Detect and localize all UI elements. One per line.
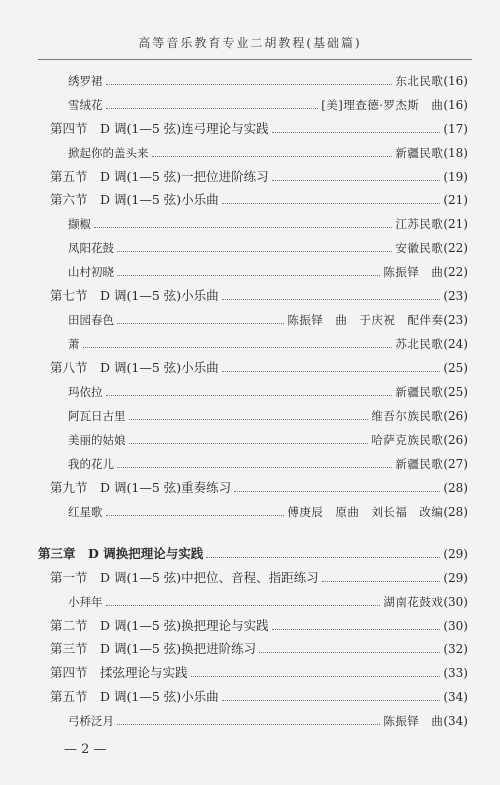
entry-page: (34) xyxy=(443,714,468,728)
toc-section xyxy=(50,192,468,208)
entry-title: 美丽的姑娘 xyxy=(68,433,126,447)
entry-title: 萧 xyxy=(68,337,80,351)
entry-credit: 陈振铎 曲 于庆祝 配伴奏 xyxy=(287,313,444,327)
dot-leader xyxy=(117,317,284,324)
dot-leader xyxy=(117,718,380,725)
toc-piece xyxy=(68,504,468,520)
entry-page: (33) xyxy=(443,666,468,680)
entry-title: 第一节 D 调(1—5 弦)中把位、音程、指距练习 xyxy=(50,570,319,585)
toc-section xyxy=(50,618,468,634)
entry-title: 第六节 D 调(1—5 弦)小乐曲 xyxy=(50,192,219,207)
entry-page: (22) xyxy=(443,241,468,255)
entry-page: (18) xyxy=(443,146,468,160)
dot-leader xyxy=(106,389,393,396)
entry-title: 第四节 揉弦理论与实践 xyxy=(50,665,188,680)
entry-page: (29) xyxy=(443,547,468,561)
entry-page: (28) xyxy=(443,505,468,519)
entry-title: 我的花儿 xyxy=(68,457,114,471)
toc-section xyxy=(50,169,468,185)
entry-page: (16) xyxy=(443,74,468,88)
entry-title: 第三章 D 调换把理论与实践 xyxy=(38,546,204,561)
entry-credit: 新疆民歌 xyxy=(395,457,444,471)
toc-section xyxy=(50,689,468,705)
entry-page: (21) xyxy=(443,217,468,231)
entry-title: 弓桥泛月 xyxy=(68,714,114,728)
toc-section xyxy=(50,121,468,137)
entry-title: 掀起你的盖头来 xyxy=(68,146,149,160)
entry-credit: 维吾尔族民歌 xyxy=(371,409,444,423)
entry-page: (24) xyxy=(443,337,468,351)
toc-section xyxy=(50,480,468,496)
entry-credit: 哈萨克族民歌 xyxy=(371,433,444,447)
entry-title: 绣罗裙 xyxy=(68,74,103,88)
toc-section xyxy=(50,665,468,681)
dot-leader xyxy=(322,575,441,582)
entry-title: 第四节 D 调(1—5 弦)连弓理论与实践 xyxy=(50,121,269,136)
entry-page: (23) xyxy=(443,313,468,327)
entry-title: 第九节 D 调(1—5 弦)重奏练习 xyxy=(50,480,232,495)
entry-title: 雪绒花 xyxy=(68,98,103,112)
entry-title: 小拜年 xyxy=(68,595,103,609)
dot-leader xyxy=(106,509,285,516)
toc-piece xyxy=(68,713,468,729)
dot-leader xyxy=(234,485,440,492)
dot-leader xyxy=(117,461,392,468)
entry-credit: [美]理查德·罗杰斯 曲 xyxy=(321,98,444,112)
toc-chapter xyxy=(38,546,468,562)
entry-page: (32) xyxy=(443,642,468,656)
toc-section xyxy=(50,288,468,304)
entry-page: (26) xyxy=(443,409,468,423)
dot-leader xyxy=(106,599,381,606)
toc-piece xyxy=(68,336,468,352)
entry-page: (25) xyxy=(443,385,468,399)
dot-leader xyxy=(83,341,393,348)
dot-leader xyxy=(272,174,441,181)
entry-title: 田园春色 xyxy=(68,313,114,327)
entry-page: (30) xyxy=(443,595,468,609)
entry-credit: 苏北民歌 xyxy=(395,337,444,351)
dot-leader xyxy=(117,269,380,276)
dot-leader xyxy=(152,150,393,157)
entry-credit: 东北民歌 xyxy=(395,74,444,88)
toc-piece xyxy=(68,594,468,610)
toc-piece xyxy=(68,216,468,232)
entry-page: (19) xyxy=(443,170,468,184)
dot-leader xyxy=(129,437,369,444)
dot-leader xyxy=(106,78,393,85)
entry-title: 第三节 D 调(1—5 弦)换把进阶练习 xyxy=(50,641,257,656)
entry-page: (23) xyxy=(443,289,468,303)
toc-piece xyxy=(68,240,468,256)
entry-title: 第八节 D 调(1—5 弦)小乐曲 xyxy=(50,360,219,375)
toc-section xyxy=(50,641,468,657)
toc-piece xyxy=(68,384,468,400)
entry-page: (27) xyxy=(443,457,468,471)
dot-leader xyxy=(191,670,441,677)
toc-piece xyxy=(68,73,468,89)
entry-title: 山村初晓 xyxy=(68,265,114,279)
entry-credit: 陈振铎 曲 xyxy=(383,265,444,279)
dot-leader xyxy=(94,221,392,228)
entry-credit: 陈振铎 曲 xyxy=(383,714,444,728)
toc-piece xyxy=(68,432,468,448)
dot-leader xyxy=(222,694,441,701)
entry-title: 第五节 D 调(1—5 弦)一把位进阶练习 xyxy=(50,169,269,184)
entry-credit: 湖南花鼓戏 xyxy=(383,595,444,609)
entry-page: (28) xyxy=(443,481,468,495)
toc-piece xyxy=(68,312,468,328)
dot-leader xyxy=(106,102,319,109)
toc-piece xyxy=(68,408,468,424)
entry-title: 第七节 D 调(1—5 弦)小乐曲 xyxy=(50,288,219,303)
dot-leader xyxy=(206,551,440,558)
toc-piece xyxy=(68,145,468,161)
toc-section xyxy=(50,570,468,586)
entry-credit: 安徽民歌 xyxy=(395,241,444,255)
entry-title: 第二节 D 调(1—5 弦)换把理论与实践 xyxy=(50,618,269,633)
dot-leader xyxy=(222,365,441,372)
entry-title: 红星歌 xyxy=(68,505,103,519)
dot-leader xyxy=(272,126,441,133)
dot-leader xyxy=(117,245,392,252)
toc-piece xyxy=(68,264,468,280)
entry-credit: 新疆民歌 xyxy=(395,385,444,399)
entry-title: 阿瓦日古里 xyxy=(68,409,126,423)
toc-piece xyxy=(68,456,468,472)
entry-page: (17) xyxy=(443,122,468,136)
entry-page: (16) xyxy=(443,98,468,112)
entry-title: 凤阳花鼓 xyxy=(68,241,114,255)
header-rule xyxy=(38,59,472,60)
entry-title: 撷椒 xyxy=(68,217,91,231)
entry-page: (21) xyxy=(443,193,468,207)
dot-leader xyxy=(259,646,440,653)
entry-page: (34) xyxy=(443,690,468,704)
entry-page: (30) xyxy=(443,619,468,633)
entry-title: 第五节 D 调(1—5 弦)小乐曲 xyxy=(50,689,219,704)
dot-leader xyxy=(222,293,441,300)
dot-leader xyxy=(272,623,441,630)
entry-page: (26) xyxy=(443,433,468,447)
entry-credit: 新疆民歌 xyxy=(395,146,444,160)
entry-credit: 傅庚辰 原曲 刘长福 改编 xyxy=(287,505,444,519)
page-number: — 2 — xyxy=(64,742,107,757)
entry-title: 玛依拉 xyxy=(68,385,103,399)
dot-leader xyxy=(222,197,441,204)
running-header: 高等音乐教育专业二胡教程(基础篇) xyxy=(138,36,362,50)
dot-leader xyxy=(129,413,369,420)
entry-page: (22) xyxy=(443,265,468,279)
entry-page: (25) xyxy=(443,361,468,375)
entry-page: (29) xyxy=(443,571,468,585)
toc-section xyxy=(50,360,468,376)
entry-credit: 江苏民歌 xyxy=(395,217,444,231)
toc-piece xyxy=(68,97,468,113)
